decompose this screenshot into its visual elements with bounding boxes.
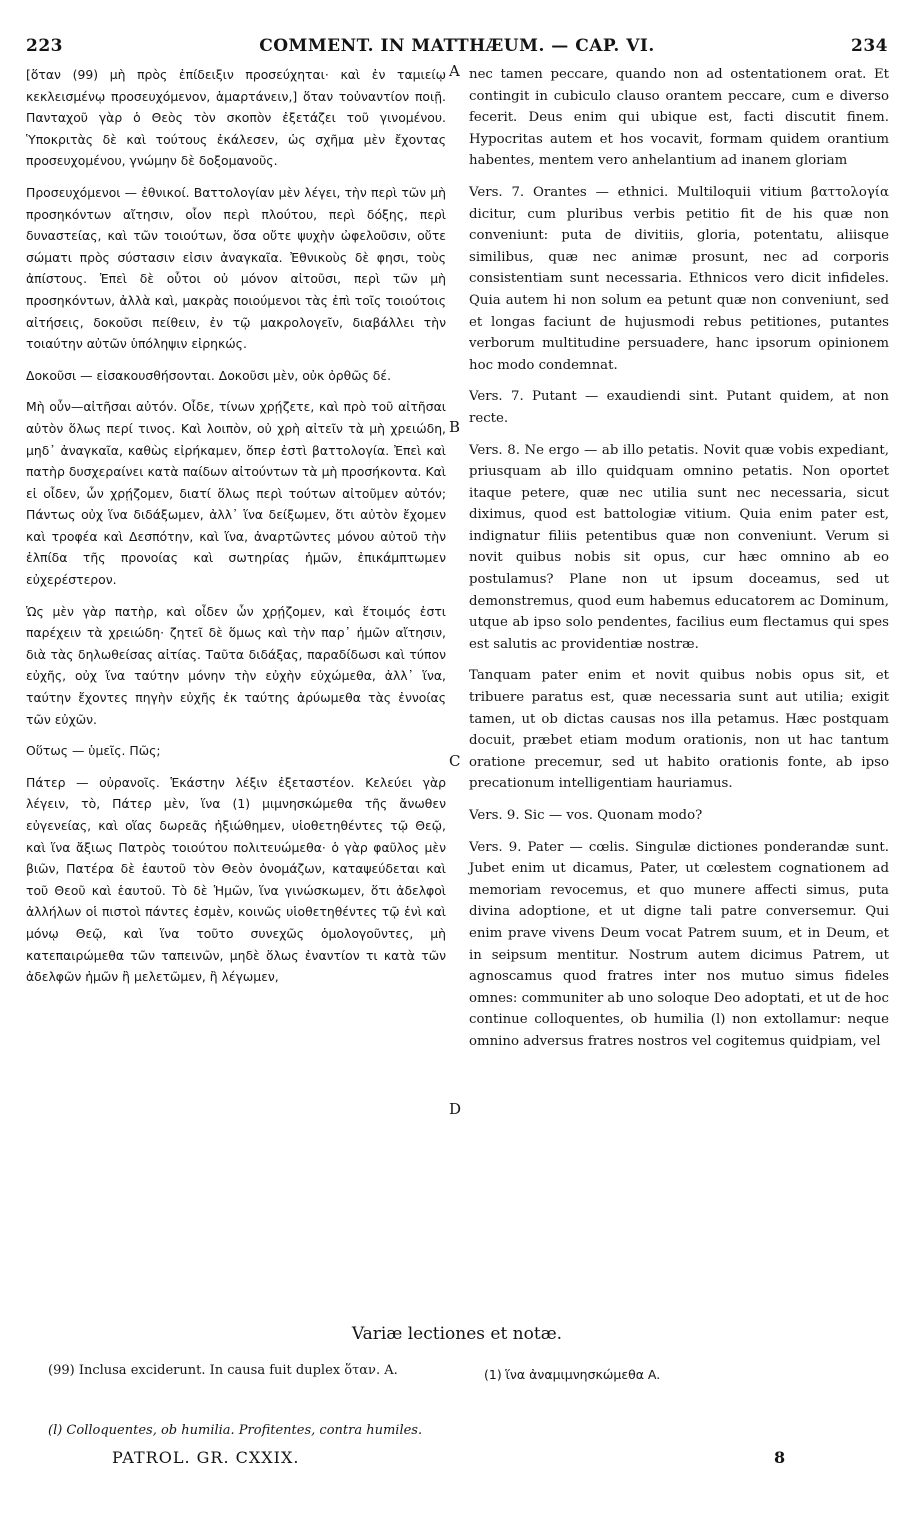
latin-paragraph: Vers. 7. Putant — exaudiendi sint. Putant quidem, at non recte. [469, 389, 889, 426]
page-number-left: 223 [26, 36, 63, 56]
greek-column [26, 64, 446, 998]
margin-marker-a: A [449, 62, 460, 80]
latin-paragraph: Vers. 9. Sic — vos. Quonam modo? [469, 808, 703, 823]
margin-marker-d: D [449, 1100, 462, 1118]
margin-marker-c: C [449, 752, 461, 770]
greek-paragraph: Ὡς μὲν γὰρ πατὴρ, καὶ οἶδεν ὧν χρῄζομεν, καὶ ἕτοιμός ἐστι παρέχειν τὰ χρειώδη· ζητεῖ δὲ ὅμως καὶ τὴν παρ᾽ ἡμῶν αἴτησιν, διὰ τὰς δηλωθείσας αἰτίας. Ταῦτα διδάξας, παραδίδωσι καὶ τύπον εὐχῆς, οὐχ ἵνα ταύτην μόνην τὴν εὐχὴν εὐχώμεθα, ἀλλ᾽ ἵνα, ταύτην ἔχοντες πηγὴν εὐχῆς ἐκ ταύτης ἀρύωμεθα τὰς ἐννοίας τῶν εὐχῶν. [26, 603, 446, 727]
latin-paragraph: Vers. 8. Ne ergo — ab illo petatis. Novit quæ vobis expediant, priusquam ab illo quidquam omnino petatis. Non oportet itaque petere, quæ nec utilia sunt nec necessaria, sicut diximus, quod est battologiæ vitium. Quia enim pater est, indignatur filiis petentibus quæ non conveniunt. Verum si novit quibus nobis sit opus, cur hæc omnino ab eo postulamus? Plane non ut ipsum doceamus, sed ut demonstremus, quod eum habemus educatorem ac Dominum, utque ab ipso solo pendentes, facilius eum flectamus qui spes est salutis ac providentiæ nostræ. [469, 442, 889, 652]
footer-gathering-number: 8 [774, 1448, 786, 1467]
greek-paragraph: [ὅταν (99) μὴ πρὸς ἐπίδειξιν προσεύχηται· καὶ ἐν ταμιείῳ κεκλεισμένῳ προσευχόμενον, ἁμαρτάνειν,] ὅταν τοὐναντίον ποιῇ. Πανταχοῦ γὰρ ὁ Θεὸς τὸν σκοπὸν ἐξετάζει τοῦ γινομένου. Ὑποκριτὰς δὲ καὶ τούτους ἐκάλεσεν, ὡς σχῆμα μὲν ἔχοντας προσευχομένου, γνώμην δὲ δοξομανοῦς. [26, 67, 446, 169]
page-number-right: 234 [851, 36, 888, 56]
margin-marker-b: B [449, 418, 461, 436]
greek-paragraph: Οὕτως — ὑμεῖς. Πῶς; [26, 743, 161, 759]
greek-paragraph: Πάτερ — οὐρανοῖς. Ἑκάστην λέξιν ἐξεταστέον. Κελεύει γὰρ λέγειν, τὸ, Πάτερ μὲν, ἵνα (1) μιμνησκώμεθα τῆς ἄνωθεν εὐγενείας, καὶ οἵας δωρεᾶς ἠξιώθημεν, υἱοθετηθέντες τῷ Θεῷ, καὶ ἵνα ἄξιως Πατρὸς τοιούτου πολιτευώμεθα· ὁ γὰρ φαῦλος μὲν βιῶν, Πατέρα δὲ ἑαυτοῦ τὸν Θεὸν ὀνομάζων, καταψεύδεται καὶ τοῦ Θεοῦ καὶ ἑαυτοῦ. Τὸ δὲ Ἡμῶν, ἵνα γινώσκωμεν, ὅτι ἀδελφοὶ ἀλλήλων οἱ πιστοὶ πάντες ἐσμὲν, κοινῶς υἱοθετηθέντες τῷ ἑνὶ καὶ μόνῳ Θεῷ, καὶ ἵνα τοῦτο συνεχῶς ὁμολογοῦντες, μὴ κατεπαιρώμεθα τῶν ταπεινῶν, μηδὲ ὅλως ἐναντίον τι κατὰ τῶν ἀδελφῶν ἡμῶν ἢ μελετῶμεν, ἢ λέγωμεν, [26, 774, 446, 985]
footnote-l: (l) Colloquentes, ob humilia. Profitentes, contra humiles. [48, 1423, 423, 1438]
latin-paragraph: Tanquam pater enim et novit quibus nobis opus sit, et tribuere paratus est, quæ necessaria sunt aut utilia; exigit tamen, ut ob dictas causas nos illa petamus. Hæc postquam docuit, præbet etiam modum orationis, non ut hac tantum oratione precemur, sed ut habito orationis fonte, ab ipso precationum intelligentiam hauriamus. [469, 668, 889, 792]
greek-paragraph: Μὴ οὖν—αἰτῆσαι αὐτόν. Οἶδε, τίνων χρῄζετε, καὶ πρὸ τοῦ αἰτῆσαι αὐτὸν ὅλως περί τινος. Καὶ λοιπὸν, οὐ χρὴ αἰτεῖν τὰ μὴ χρειώδη, μηδ᾽ ἀναγκαῖα, καθὼς εἰρήκαμεν, ὅπερ ἐστὶ βαττολογία. Ἐπεὶ καὶ πατὴρ δυσχεραίνει κατὰ παίδων αἰτούντων τὰ μὴ προσήκοντα. Καὶ εἰ οἶδεν, ὧν χρῄζομεν, διατί ὅλως περὶ τούτων αἰτοῦμεν αὐτόν; Πάντως οὐχ ἵνα διδάξωμεν, ἀλλ᾽ ἵνα δείξωμεν, ὅτι αὐτὸν ἔχομεν καὶ τροφέα καὶ Δεσπότην, καὶ ἵνα, ἀναρτῶντες μόνου αὐτοῦ τὴν ἐλπίδα τῆς προνοίας καὶ σωτηρίας ἡμῶν, ἐπικάμπτωμεν εὐχερέστερον. [26, 399, 446, 588]
greek-paragraph: Δοκοῦσι — εἰσακουσθήσονται. Δοκοῦσι μὲν, οὐκ ὀρθῶς δέ. [26, 367, 392, 383]
footer-signature-mark: PATROL. GR. CXXIX. [112, 1448, 300, 1467]
footnote-1: (1) ἵνα ἀναμιμνησκώμεθα A. [484, 1367, 661, 1382]
running-title: COMMENT. IN MATTHÆUM. — CAP. VI. [259, 36, 655, 56]
greek-paragraph: Προσευχόμενοι — ἐθνικοί. Βαττολογίαν μὲν λέγει, τὴν περὶ τῶν μὴ προσηκόντων αἴτησιν, οἷον περὶ πλούτου, περὶ δόξης, περὶ δυναστείας, καὶ τῶν τοιούτων, ὅσα οὔτε ψυχὴν ὠφελοῦσιν, οὔτε σώματι πρὸς σύστασιν εἰσιν ἀναγκαῖα. Ἐθνικοὺς δὲ φησι, τοὺς ἀπίστους. Ἐπεὶ δὲ οὗτοι οὐ μόνον αἰτοῦσι, περὶ τῶν μὴ προσηκόντων, ἀλλὰ καὶ, μακρὰς ποιούμενοι τὰς ἐπὶ τοῖς τοιούτοις αἰτήσεις, δοκοῦσι πείθειν, ἐν τῷ μακρολογεῖν, διαβάλλει τὴν τοιαύτην αὐτῶν ὑπόληψιν εἰρηκώς. [26, 184, 446, 352]
latin-paragraph: Vers. 7. Orantes — ethnici. Multiloquii vitium βαττολογία dicitur, cum pluribus verbis petitio fit de his quæ non conveniunt: puta de divitiis, gloria, potentatu, aliisque similibus, quæ nec animæ prosunt, nec ad corporis consistentiam sunt necessaria. Ethnicos vero dicit infideles. Quia autem hi non solum ea petunt quæ non conveniunt, sed et longas faciunt de hujusmodi rebus petitiones, putantes verborum multitudine persuadere, hanc ipsorum opinionem hoc modo condemnat. [469, 184, 889, 373]
footnote-99: (99) Inclusa exciderunt. In causa fuit duplex ὅταν. A. [48, 1363, 398, 1378]
latin-column [469, 64, 889, 1063]
latin-paragraph: nec tamen peccare, quando non ad ostentationem orat. Et contingit in cubiculo clauso orantem peccare, cum e diverso fecerit. Deus enim qui ubique est, facti discutit finem. Hypocritas autem et hos vocavit, formam quidem orantium habentes, mentem vero anhelantium ad inanem gloriam [469, 67, 889, 169]
notes-heading: Variæ lectiones et notæ. [351, 1324, 563, 1344]
latin-paragraph: Vers. 9. Pater — cœlis. Singulæ dictiones ponderandæ sunt. Jubet enim ut dicamus, Pater, ut cœlestem cognationem ad memoriam revocemus, et quo munere affecti simus, puta divina adoptione, et ut digne tali patre conversemur. Qui enim prave vivens Deum vocat Patrem suum, et in Deum, et in seipsum mentitur. Nostrum autem dicimus Patrem, ut agnoscamus quod fratres inter nos mutuo simus fideles omnes: communiter ab uno soloque Deo adoptati, et ut de hoc continue colloquentes, ob humilia (l) non extollamur: neque omnino adversus fratres nostros vel cogitemus quidpiam, vel [469, 839, 889, 1049]
